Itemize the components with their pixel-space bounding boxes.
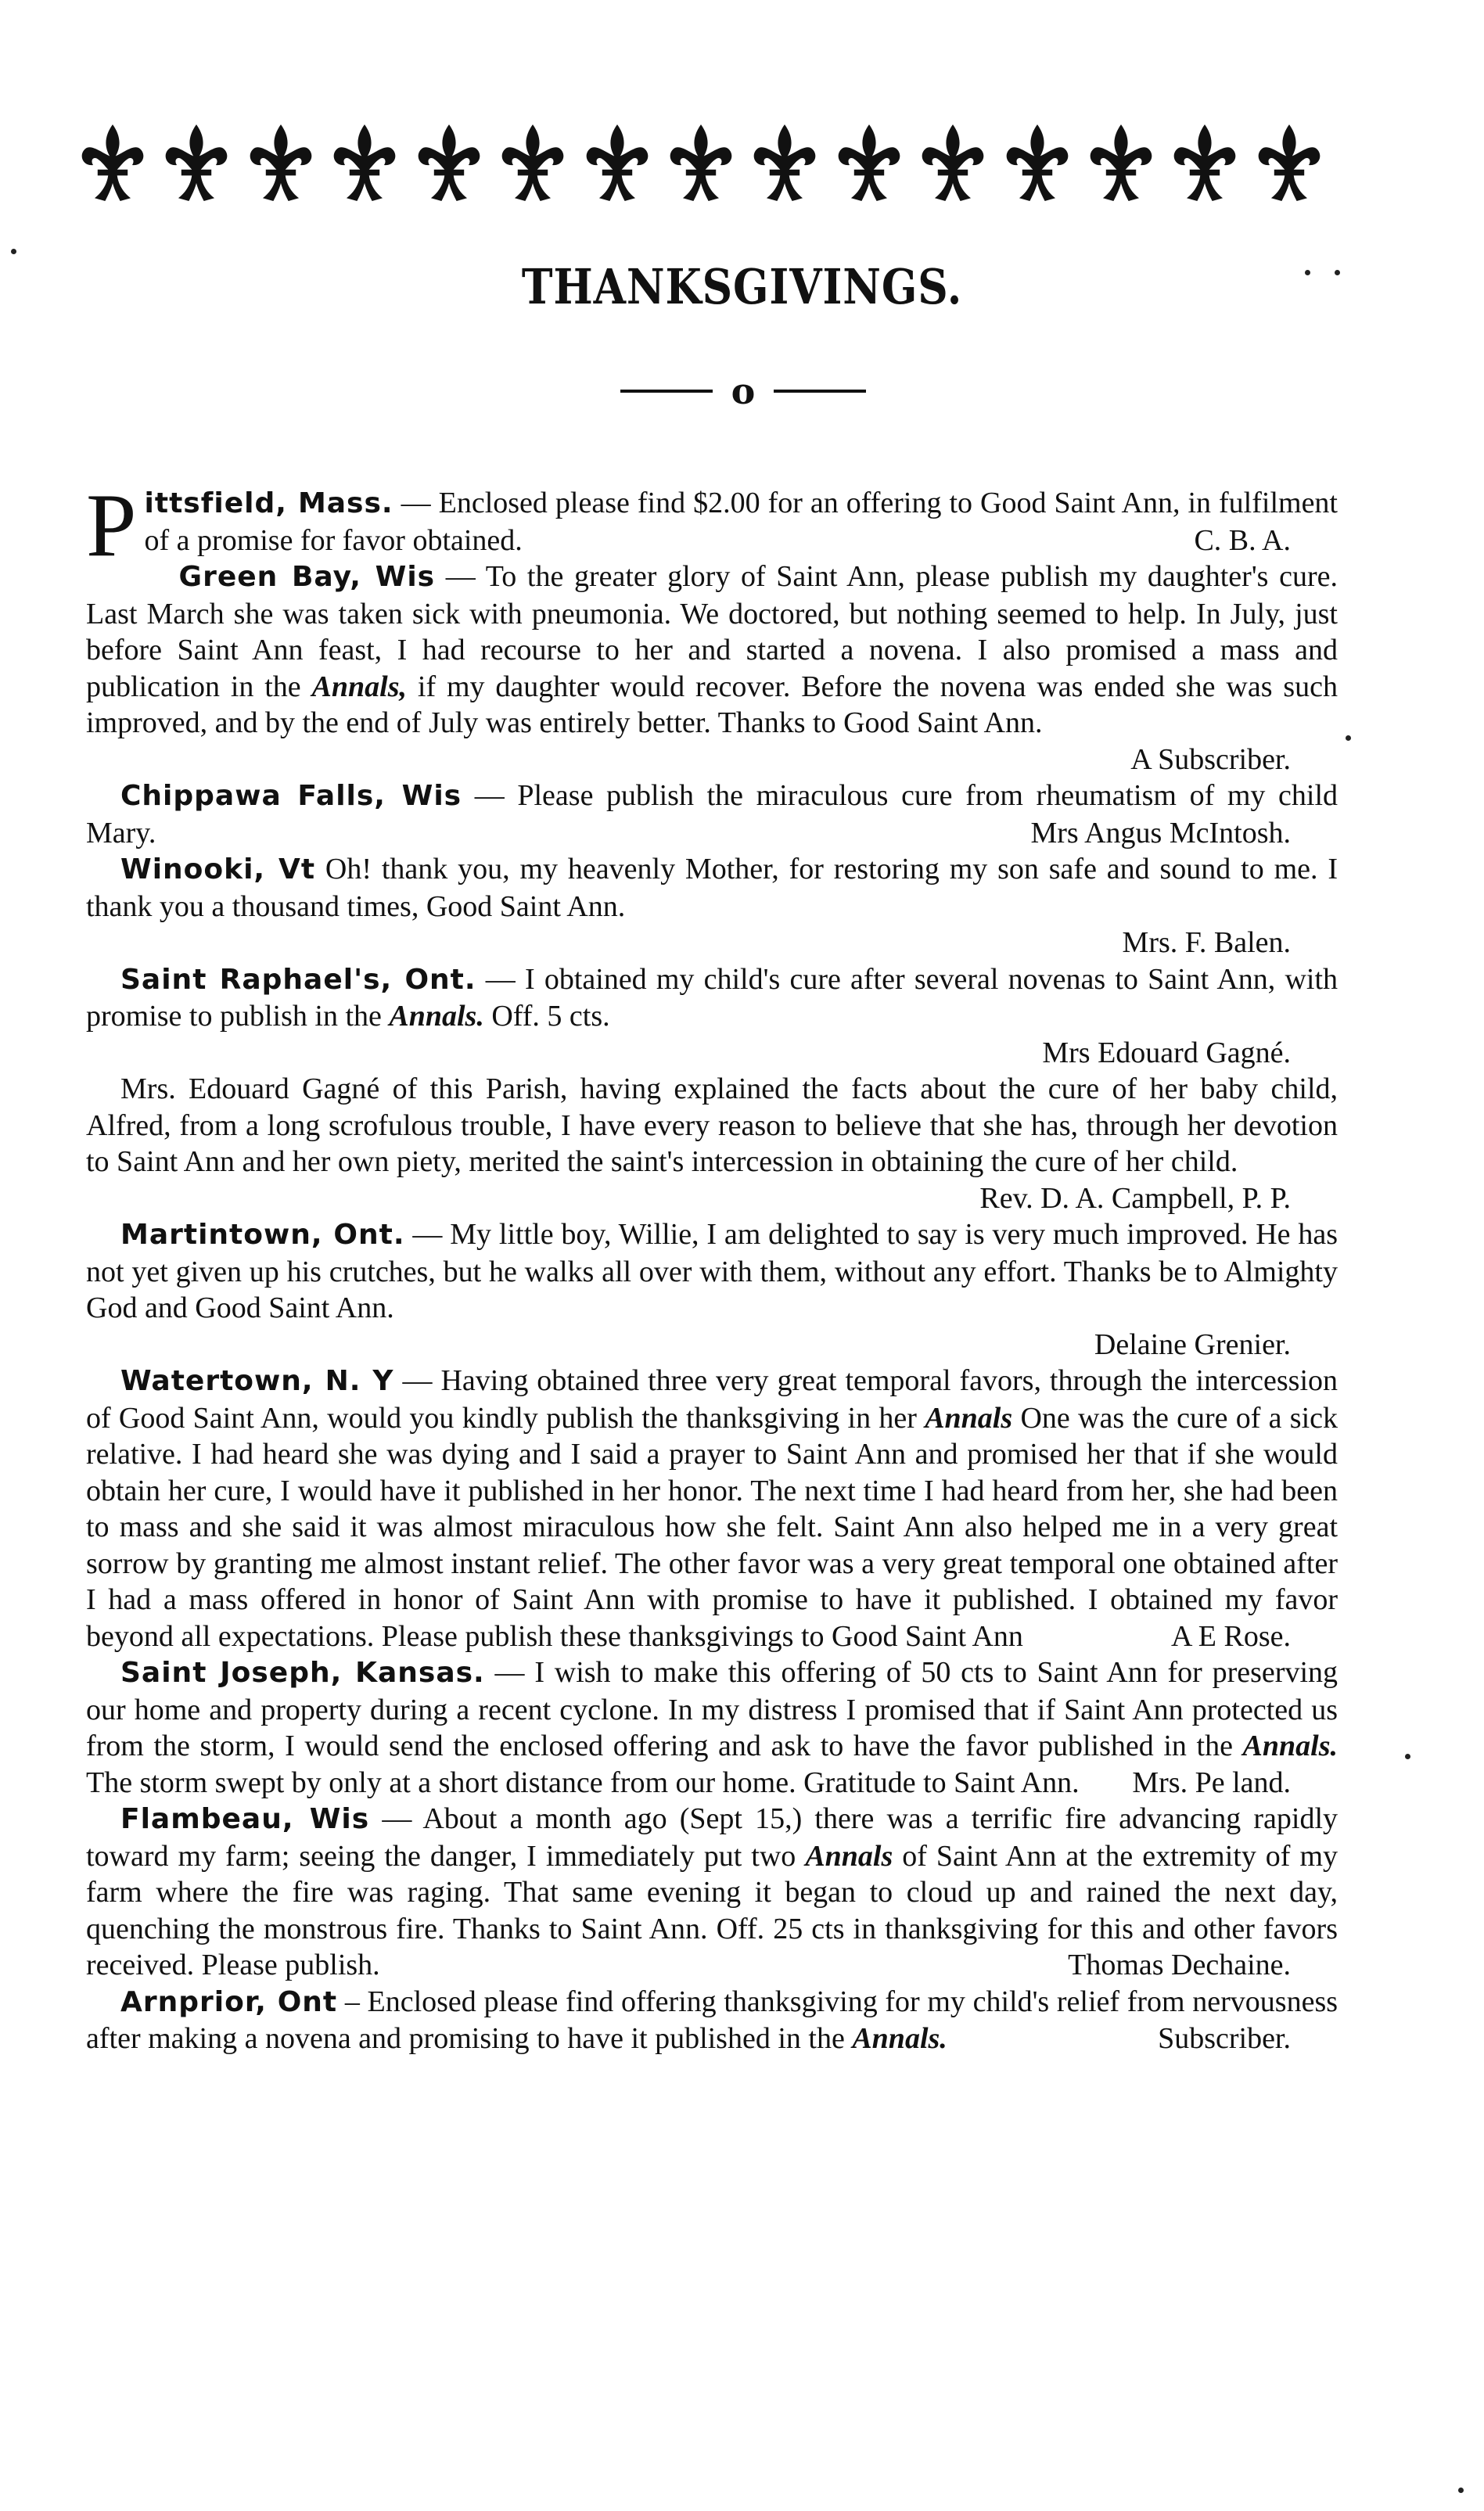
entry-place: Arnprior, Ont [120, 1985, 338, 2018]
entry-place: Saint Raphael's, Ont. [120, 963, 476, 996]
entry-body: — I wish to make this offering of 50 cts to Saint Ann for preserving our home and property during a recent cyclone. In my distress I promised that if Saint Ann protected us from the storm, I would send the enclosed offering and ask to have the favor published in the [86, 1656, 1338, 1762]
entry-place: Chippawa Falls, Wis [120, 780, 462, 812]
entry-place: Saint Joseph, Kansas. [120, 1657, 485, 1689]
entry-pastor-attestation [86, 1071, 1338, 1216]
scan-speck [11, 249, 16, 254]
fleur-de-lis-icon [580, 121, 655, 207]
entry-annals: Annals. [389, 1000, 484, 1033]
fleur-de-lis-icon [747, 121, 822, 207]
scan-speck [1335, 270, 1340, 275]
entry-signature: Mrs Edouard Gagné. [1042, 1036, 1291, 1069]
fleur-de-lis-icon [915, 121, 990, 207]
entry-annals: Annals. [852, 2022, 947, 2055]
entry-body: Oh! thank you, my heavenly Mother, for restoring my son safe and sound to me. I thank you a thousand times, Good Saint Ann. [86, 853, 1338, 923]
fleur-de-lis-icon [1000, 121, 1075, 207]
entry-annals: Annals [925, 1401, 1013, 1435]
entry-signature: A Subscriber. [1130, 742, 1291, 776]
entry-winooki [86, 851, 1338, 961]
entry-body: — About a month ago (Sept 15,) there was a terrific fire advancing rapidly toward my farm; seeing the danger, I immediately put two [86, 1802, 1338, 1873]
fleur-de-lis-icon [1167, 121, 1242, 207]
entry-signature: Rev. D. A. Campbell, P. P. [979, 1181, 1291, 1215]
entry-body-cont: if my daughter would recover. Before the novena was ended she was such improved, and by the end of July was entirely better. Thanks to Good Saint Ann. [86, 670, 1338, 739]
entry-place: Flambeau, Wis [120, 1803, 370, 1835]
fleur-de-lis-icon [75, 121, 150, 207]
entry-signature: Subscriber. [1158, 2022, 1291, 2055]
divider-mark: o [731, 370, 756, 412]
fleur-de-lis-icon [1252, 121, 1327, 207]
thanksgivings-column [86, 476, 1338, 2057]
entry-body: Mrs. Edouard Gagné of this Parish, having explained the facts about the cure of her baby child, Alfred, from a long scrofulous trouble, I have every reason to believe that she has, through her devotion to Saint Ann and her own piety, merited the saint's intercession in obtaining the cure of her child. [86, 1072, 1338, 1178]
entry-body-cont: of Saint Ann at the extremity of my farm where the fire was raging. That same evening it began to cloud up and rained the next day, quenching the monstrous fire. Thanks to Saint Ann. Off. 25 cts in thanksgiving for this and other favors received. Please publish. [86, 1839, 1338, 1981]
entry-green-bay [86, 559, 1338, 778]
entry-arnprior [86, 1984, 1338, 2057]
fleur-de-lis-icon [1083, 121, 1159, 207]
entry-signature: Thomas Dechaine. [1068, 1949, 1291, 1981]
entry-annals: Annals. [1242, 1730, 1338, 1762]
entry-signature: Mrs. Pe land. [1132, 1766, 1291, 1799]
fleur-de-lis-icon [411, 121, 487, 207]
entry-annals: Annals, [311, 670, 408, 703]
entry-body: — Please publish the miraculous cure from rheumatism of my child Mary. [86, 779, 1338, 850]
entry-place: Watertown, N. Y [120, 1365, 394, 1397]
fleur-de-lis-icon [663, 121, 738, 207]
entry-body-cont: The storm swept by only at a short distance from our home. Gratitude to Saint Ann. [86, 1766, 1080, 1799]
entry-body: — Enclosed please find $2.00 for an offering to Good Saint Ann, in fulfilment of a promise for favor obtained. [144, 487, 1338, 557]
entry-place: Martintown, Ont. [120, 1219, 405, 1251]
entry-place: Green Bay, Wis [178, 561, 436, 593]
entry-body-cont: One was the cure of a sick relative. I had heard she was dying and I said a prayer to Saint Ann and promised her that if she would obtain her cure, I would have it published in her honor. The next time I had heard from her, she had been to mass and she said it was almost miraculous how she felt. Saint Ann also helped me in a very great sorrow by granting me almost instant relief. The other favor was a very great temporal one obtained after I had a mass offered in honor of Saint Ann with promise to have it published. I obtained my favor beyond all expectations. Please publish these thanksgivings to Good Saint Ann [86, 1401, 1338, 1653]
title-divider [579, 368, 907, 415]
entry-saint-raphaels [86, 961, 1338, 1072]
page-title: THANKSGIVINGS. [521, 258, 963, 315]
scan-speck [1346, 735, 1351, 741]
fleur-de-lis-icon [159, 121, 234, 207]
entry-body-cont: Off. 5 cts. [491, 1000, 610, 1033]
fleur-de-lis-icon [832, 121, 907, 207]
entry-body: — Having obtained three very great temporal favors, through the intercession of Good Saint Ann, would you kindly publish the thanksgiving in her [86, 1364, 1338, 1435]
entry-watertown [86, 1363, 1338, 1654]
fleur-de-lis-icon [243, 121, 318, 207]
entry-flambeau [86, 1801, 1338, 1984]
entry-chippawa-falls [86, 778, 1338, 851]
drop-cap: P [86, 476, 137, 576]
divider-rule-left [620, 390, 713, 393]
entry-signature: Delaine Grenier. [1094, 1327, 1291, 1361]
scan-speck [1405, 1754, 1410, 1759]
entry-place: ittsfield, Mass. [144, 487, 393, 519]
entry-body: — To the greater glory of Saint Ann, please publish my daughter's cure. Last March she was taken sick with pneumonia. We doctored, but nothing seemed to help. In July, just before Saint Ann feast, I had recourse to her and started a novena. I also promised a mass and publication in the [86, 560, 1338, 703]
entry-annals: Annals [805, 1839, 893, 1873]
entry-place: Winooki, Vt [120, 853, 316, 885]
entry-signature: A E Rose. [1170, 1619, 1291, 1653]
entry-body: – Enclosed please find offering thanksgiving for my child's relief from nervousness after making a novena and promising to have it published in the [86, 1985, 1338, 2055]
divider-rule-right [774, 390, 866, 393]
entry-martintown [86, 1216, 1338, 1363]
entry-saint-joseph [86, 1654, 1338, 1801]
scan-speck [1458, 2488, 1464, 2493]
entry-signature: C. B. A. [1194, 523, 1291, 557]
fleur-de-lis-icon [327, 121, 402, 207]
entry-pittsfield [86, 476, 1338, 576]
entry-body: — My little boy, Willie, I am delighted to say is very much improved. He has not yet given up his crutches, but he walks all over with them, without any effort. Thanks be to Almighty God and Good Saint Ann. [86, 1218, 1338, 1324]
fleur-de-lis-border [75, 117, 1327, 211]
entry-body: — I obtained my child's cure after several novenas to Saint Ann, with promise to publish in the [86, 962, 1338, 1033]
entry-signature: Mrs Angus McIntosh. [1030, 816, 1291, 850]
fleur-de-lis-icon [495, 121, 570, 207]
scan-speck [1305, 270, 1310, 275]
entry-signature: Mrs. F. Balen. [1122, 926, 1291, 959]
